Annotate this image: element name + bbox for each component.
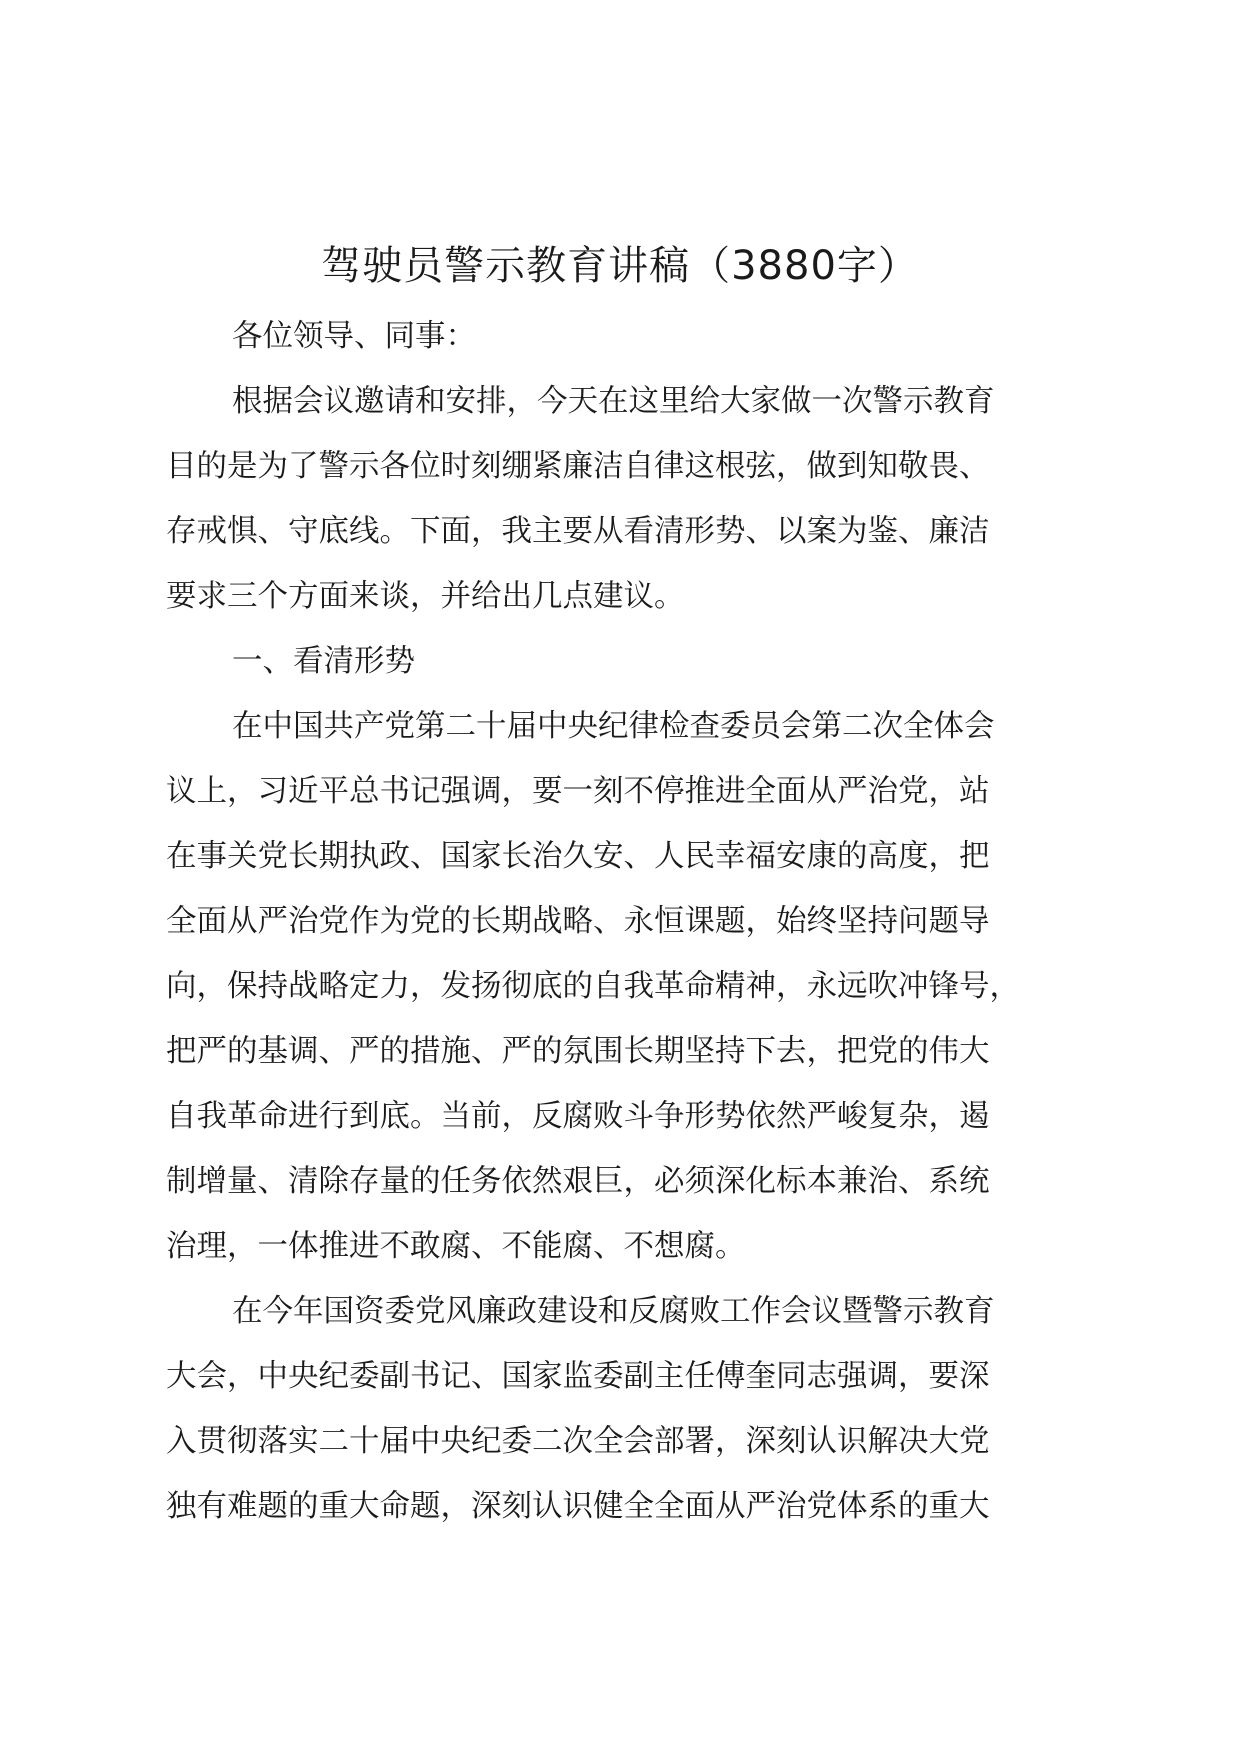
paragraph-line: 在中国共产党第二十届中央纪律检查委员会第二次全体会 — [232, 709, 995, 744]
section-heading: 一、看清形势 — [232, 644, 415, 679]
paragraph-line: 独有难题的重大命题，深刻认识健全全面从严治党体系的重大 — [166, 1489, 990, 1524]
paragraph-line: 存戒惧、守底线。下面，我主要从看清形势、以案为鉴、廉洁 — [166, 514, 990, 549]
paragraph-line: 议上，习近平总书记强调，要一刻不停推进全面从严治党，站 — [166, 774, 990, 809]
paragraph-line: 全面从严治党作为党的长期战略、永恒课题，始终坚持问题导 — [166, 904, 990, 939]
paragraph-line: 大会，中央纪委副书记、国家监委副主任傅奎同志强调，要深 — [166, 1359, 990, 1394]
paragraph-line: 要求三个方面来谈，并给出几点建议。 — [166, 579, 685, 614]
paragraph-line: 入贯彻落实二十届中央纪委二次全会部署，深刻认识解决大党 — [166, 1424, 990, 1459]
paragraph-line: 目的是为了警示各位时刻绷紧廉洁自律这根弦，做到知敬畏、 — [166, 449, 990, 484]
salutation-line: 各位领导、同事： — [232, 319, 476, 354]
paragraph-line: 把严的基调、严的措施、严的氛围长期坚持下去，把党的伟大 — [166, 1034, 990, 1069]
paragraph-line: 自我革命进行到底。当前，反腐败斗争形势依然严峻复杂，遏 — [166, 1099, 990, 1134]
paragraph-line: 向，保持战略定力，发扬彻底的自我革命精神，永远吹冲锋号， — [166, 969, 1020, 1004]
paragraph-line: 制增量、清除存量的任务依然艰巨，必须深化标本兼治、系统 — [166, 1164, 990, 1199]
document-title: 驾驶员警示教育讲稿（3880字） — [321, 243, 919, 289]
paragraph-line: 根据会议邀请和安排，今天在这里给大家做一次警示教育 — [232, 384, 995, 419]
paragraph-line: 在事关党长期执政、国家长治久安、人民幸福安康的高度，把 — [166, 839, 990, 874]
paragraph-line: 治理，一体推进不敢腐、不能腐、不想腐。 — [166, 1229, 746, 1264]
document-body — [166, 304, 1086, 1539]
paragraph-line: 在今年国资委党风廉政建设和反腐败工作会议暨警示教育 — [232, 1294, 995, 1329]
